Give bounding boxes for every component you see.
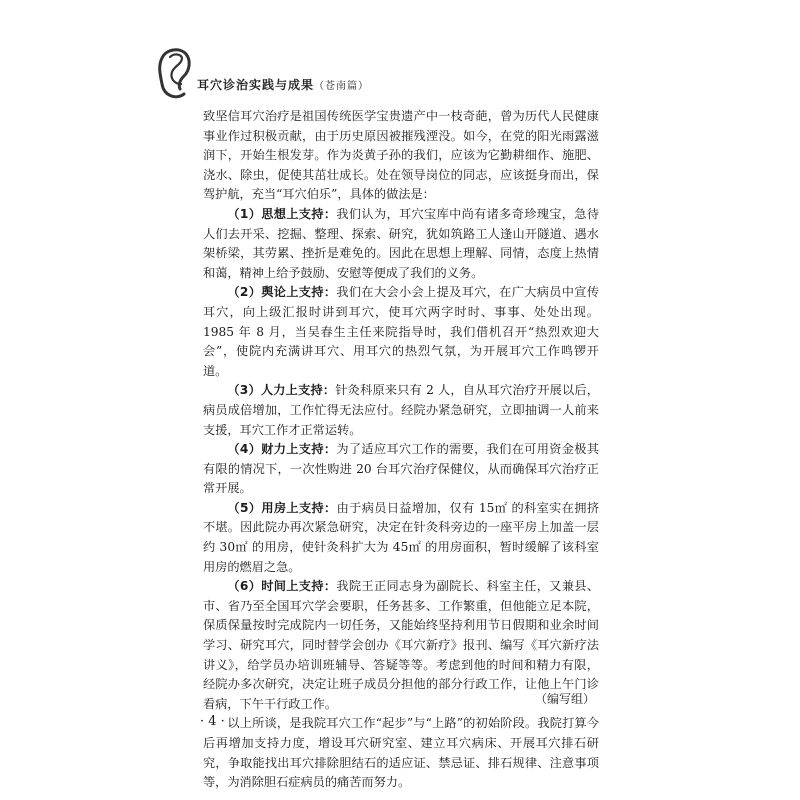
section-text: 针灸科原来只有 2 人，自从耳穴治疗开展以后，病员成倍增加，工作忙得无法应付。经院办紧急研究，立即抽调一人前来支援，耳穴工作才正常运转。 (203, 383, 599, 437)
section-paragraph (203, 205, 599, 283)
intro-paragraph: 致坚信耳穴治疗是祖国传统医学宝贵遗产中一枝奇葩，曾为历代人民健康事业作过积极贡献，由于历史原因被摧残湮没。如今，在党的阳光雨露滋润下，开始生根发芽。作为炎黄子孙的我们，应该为它勤耕细作、施肥、浇水、除虫，促使其茁壮成长。处在领导岗位的同志，应该挺身而出，保驾护航，充当“耳穴伯乐”，具体的做法是： (203, 109, 599, 202)
section-paragraph (203, 499, 599, 577)
section-paragraph (203, 381, 599, 440)
section-text: 我院王正同志身为副院长、科室主任，又兼县、市、省乃至全国耳穴学会要职，任务甚多、工作繁重，但他能立足本院，保质保量按时完成院内一切任务，又能始终坚持利用节日假期和业余时间学习、研究耳穴，同时替学会创办《耳穴新疗》报刊、编写《耳穴新疗法讲义》，给学员办培训班辅导、答疑等等。考虑到他的时间和精力有限，经院办多次研究，决定让班子成员分担他的部分行政工作，让他上午门诊看病，下午干行政工作。 (203, 579, 600, 711)
section-heading: （1）思想上支持： (227, 206, 337, 221)
section-heading: （4）财力上支持： (227, 442, 337, 457)
section-text: 我们在大会小会上提及耳穴，在广大病员中宣传耳穴，向上级汇报时讲到耳穴，使耳穴两字时时、事事、处处出现。1985 年 8 月，当吴春生主任来院指导时，我们借机召开“热烈欢迎大会”，使院内充满讲耳穴、用耳穴的热烈气氛，为开展耳穴工作鸣锣开道。 (203, 285, 600, 378)
ear-icon (154, 44, 194, 102)
header-title-main: 耳穴诊治实践与成果 (197, 78, 315, 92)
conclusion-paragraph: 以上所谈，是我院耳穴工作“起步”与“上路”的初始阶段。我院打算今后再增加支持力度，增设耳穴研究室、建立耳穴病床、开展耳穴排石研究，争取能找出耳穴排除胆结石的适应证、禁忌证、排石规律、注意事项等，为消除胆石症病员的痛苦而努力。 (203, 716, 599, 790)
section-heading: （6）时间上支持： (227, 579, 337, 594)
author-signature: （编写组） (534, 692, 595, 706)
section-heading: （2）舆论上支持： (227, 285, 337, 300)
section-text: 由于病员日益增加，仅有 15㎡ 的科室实在拥挤不堪。因此院办再次紧急研究，决定在针灸科旁边的一座平房上加盖一层约 30㎡ 的用房，使针灸科扩大为 45㎡ 的用房面积，暂时缓解了该科室用房的燃眉之急。 (203, 500, 600, 574)
book-header-title (197, 76, 369, 93)
section-text: 我们认为，耳穴宝库中尚有诸多奇珍瑰宝，急待人们去开采、挖掘、整理、探索、研究，犹如筑路工人逢山开隧道、遇水架桥梁，其劳累、挫折是难免的。因此在思想上理解、同情，态度上热情和蔼，精神上给予鼓励、安慰等便成了我们的义务。 (203, 206, 600, 280)
section-heading: （3）人力上支持： (227, 383, 336, 398)
section-heading: （5）用房上支持： (227, 500, 337, 515)
section-paragraph (203, 283, 599, 381)
page-number: · 4 · (200, 714, 225, 729)
section-text: 为了适应耳穴工作的需要，我们在可用资金极其有限的情况下，一次性购进 20 台耳穴治疗保健仪，从而确保耳穴治疗正常开展。 (203, 442, 600, 496)
header-title-subtitle: （苍南篇） (314, 81, 370, 92)
section-paragraph (203, 440, 599, 499)
